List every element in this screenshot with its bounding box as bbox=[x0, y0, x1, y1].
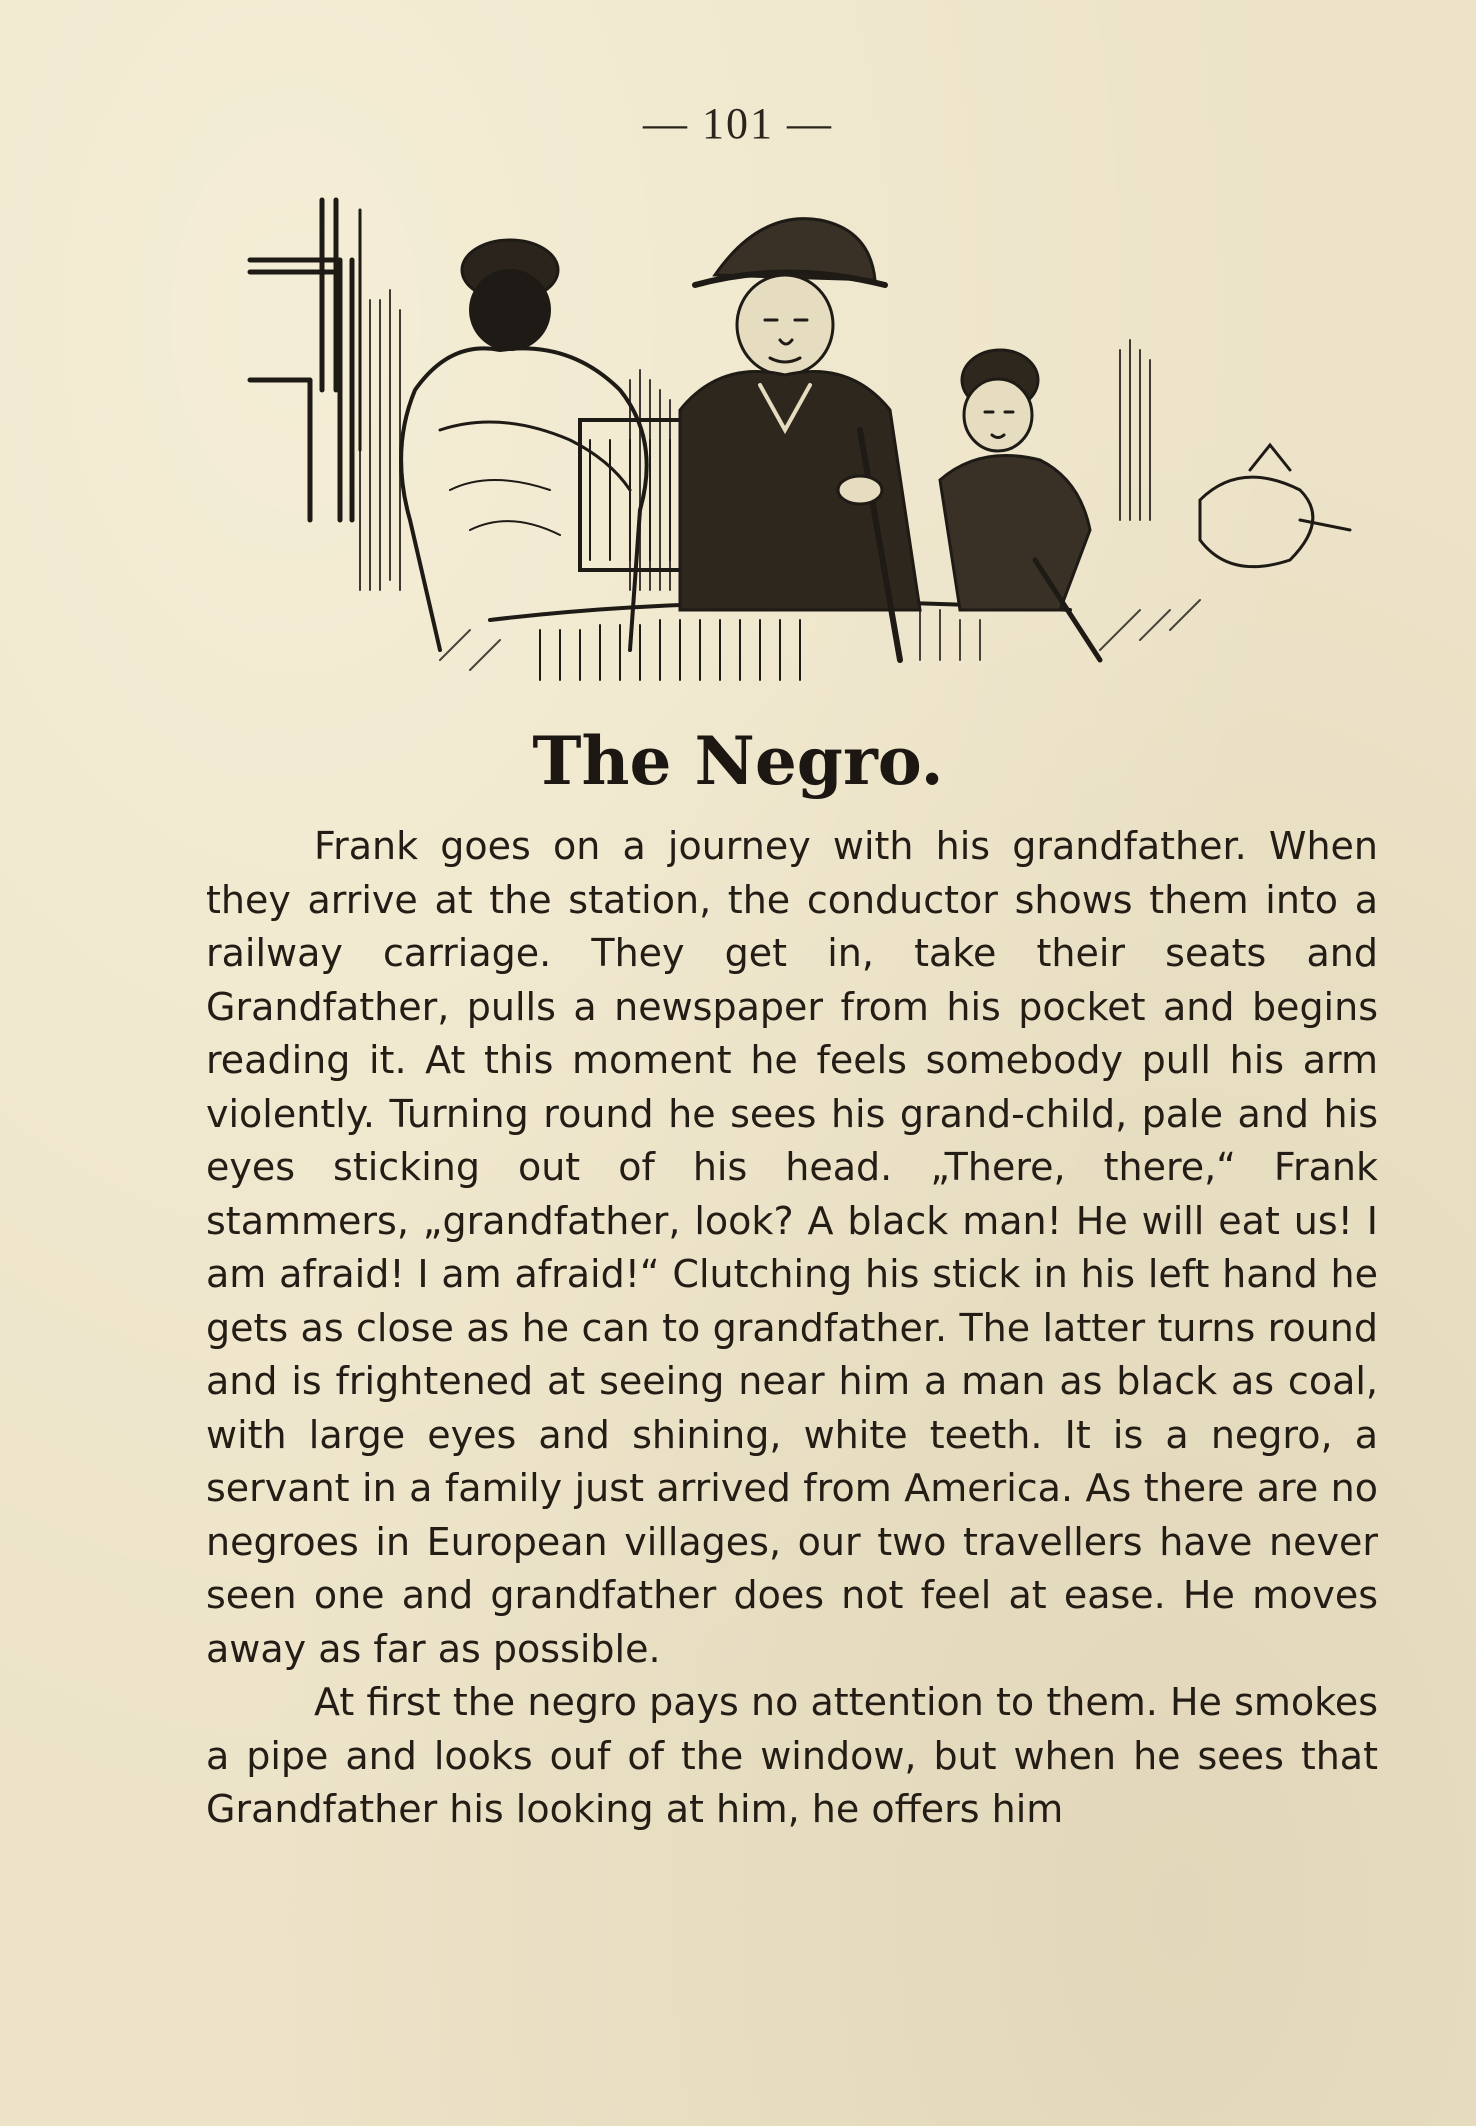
page-title: The Negro. bbox=[532, 722, 944, 800]
body-text bbox=[206, 820, 1378, 1837]
paragraph: At first the negro pays no attention to them. He smokes a pipe and looks ouf of the window, but when he sees that Grandfather his looking at him, he offers him bbox=[206, 1680, 1378, 1831]
paragraph: Frank goes on a journey with his grandfather. When they arrive at the station, the conductor shows them into a railway carriage. They get in, take their seats and Grandfather, pulls a newspaper from his pocket and begins reading it. At this moment he feels somebody pull his arm violently. Turning round he sees his grand-child, pale and his eyes sticking out of his head. „There, there,“ Frank stammers, „grandfather, look? A black man! He will eat us! I am afraid! I am afraid!“ Clutching his stick in his left hand he gets as close as he can to grandfather. The latter turns round and is frightened at seeing near him a man as black as coal, with large eyes and shining, white teeth. It is a negro, a servant in a family just arrived from America. As there are no negroes in European villages, our two travellers have never seen one and grandfather does not feel at ease. He moves away as far as possible. bbox=[206, 824, 1378, 1671]
railway-carriage-engraving-icon bbox=[240, 190, 1370, 690]
page-number: — 101 — bbox=[643, 99, 833, 148]
